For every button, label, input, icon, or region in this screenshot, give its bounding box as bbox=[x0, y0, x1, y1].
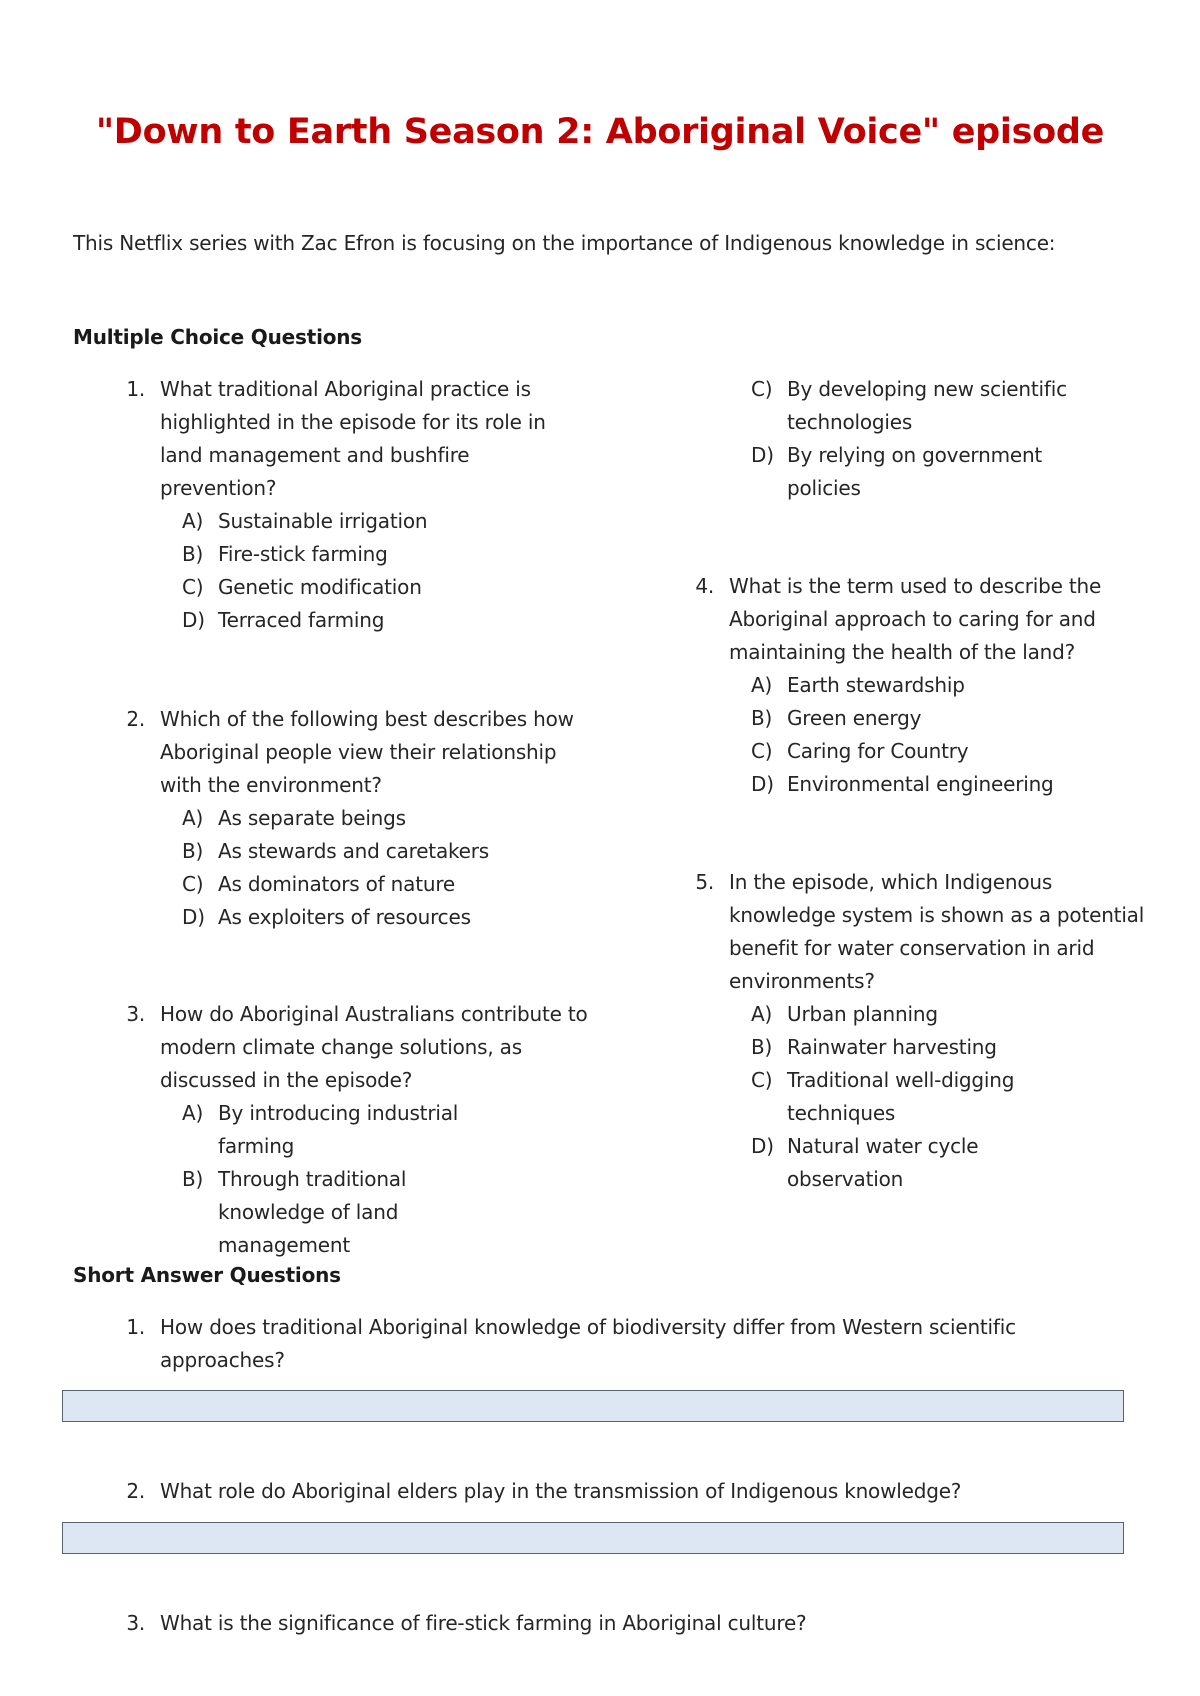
option-text: As separate beings bbox=[218, 806, 406, 830]
option-letter: D) bbox=[751, 1134, 774, 1158]
question-text: What is the term used to describe the Aboriginal approach to caring for and maintaining the health of the land? bbox=[729, 574, 1102, 664]
option-letter: B) bbox=[182, 839, 204, 863]
answer-box-1[interactable] bbox=[62, 1390, 1124, 1422]
option-text: Sustainable irrigation bbox=[218, 509, 428, 533]
mcq-question-2 bbox=[109, 703, 589, 934]
option-text: As dominators of nature bbox=[218, 872, 456, 896]
option-b bbox=[751, 702, 1138, 735]
option-a bbox=[751, 998, 1051, 1031]
option-letter: A) bbox=[182, 1101, 204, 1125]
saq-question-1 bbox=[73, 1311, 1113, 1377]
option-b bbox=[751, 1031, 1051, 1064]
question-text: How do Aboriginal Australians contribute to modern climate change solutions, as discussed in the episode? bbox=[160, 1002, 588, 1092]
option-a bbox=[751, 669, 1138, 702]
option-letter: B) bbox=[751, 706, 773, 730]
option-text: Through traditional knowledge of land management bbox=[218, 1167, 407, 1257]
question-number: 4. bbox=[695, 574, 714, 598]
question-number: 1. bbox=[126, 1315, 145, 1339]
answer-box-2[interactable] bbox=[62, 1522, 1124, 1554]
option-text: By introducing industrial farming bbox=[218, 1101, 459, 1158]
question-text: What is the significance of fire-stick farming in Aboriginal culture? bbox=[160, 1611, 807, 1635]
option-list bbox=[182, 802, 589, 934]
option-b bbox=[182, 1163, 502, 1262]
mcq-question-1 bbox=[109, 373, 589, 637]
option-list bbox=[182, 1097, 502, 1262]
option-letter: B) bbox=[182, 542, 204, 566]
option-letter: A) bbox=[751, 673, 773, 697]
option-c bbox=[182, 868, 589, 901]
option-c bbox=[751, 1064, 1051, 1130]
mcq-question-4 bbox=[678, 570, 1138, 801]
option-text: Earth stewardship bbox=[787, 673, 965, 697]
option-a bbox=[182, 1097, 502, 1163]
saq-question-2 bbox=[73, 1475, 1113, 1508]
option-letter: C) bbox=[751, 1068, 773, 1092]
option-letter: D) bbox=[751, 443, 774, 467]
option-text: By developing new scientific technologies bbox=[787, 377, 1067, 434]
question-text: How does traditional Aboriginal knowledge of biodiversity differ from Western scientific approaches? bbox=[160, 1315, 1016, 1372]
question-number: 3. bbox=[126, 1611, 145, 1635]
option-letter: C) bbox=[751, 377, 773, 401]
option-list bbox=[751, 998, 1051, 1196]
mcq-question-3 bbox=[109, 998, 589, 1262]
option-d bbox=[751, 768, 1138, 801]
question-text: In the episode, which Indigenous knowledge system is shown as a potential benefit for water conservation in arid environments? bbox=[729, 870, 1145, 993]
option-letter: A) bbox=[182, 509, 204, 533]
option-letter: C) bbox=[182, 872, 204, 896]
option-d bbox=[751, 439, 1098, 505]
question-number: 2. bbox=[126, 1479, 145, 1503]
option-a bbox=[182, 802, 589, 835]
option-text: Green energy bbox=[787, 706, 922, 730]
option-list bbox=[182, 505, 589, 637]
question-text: What traditional Aboriginal practice is highlighted in the episode for its role in land management and bushfire prevention? bbox=[160, 377, 546, 500]
option-text: Natural water cycle observation bbox=[787, 1134, 979, 1191]
option-letter: C) bbox=[751, 739, 773, 763]
option-c bbox=[182, 571, 589, 604]
option-text: Environmental engineering bbox=[787, 772, 1054, 796]
option-text: Rainwater harvesting bbox=[787, 1035, 997, 1059]
option-text: Genetic modification bbox=[218, 575, 422, 599]
question-text: Which of the following best describes how Aboriginal people view their relationship with the environment? bbox=[160, 707, 574, 797]
question-number: 5. bbox=[695, 870, 714, 894]
option-d bbox=[182, 901, 589, 934]
option-letter: B) bbox=[751, 1035, 773, 1059]
mcq-question-5 bbox=[678, 866, 1148, 1196]
question-number: 3. bbox=[126, 1002, 145, 1026]
option-c bbox=[751, 735, 1138, 768]
option-text: Caring for Country bbox=[787, 739, 969, 763]
option-letter: D) bbox=[182, 608, 205, 632]
option-letter: A) bbox=[182, 806, 204, 830]
option-text: As exploiters of resources bbox=[218, 905, 471, 929]
option-text: Terraced farming bbox=[218, 608, 385, 632]
mcq-question-3-continued bbox=[678, 373, 1098, 505]
option-a bbox=[182, 505, 589, 538]
option-list bbox=[751, 373, 1098, 505]
option-letter: A) bbox=[751, 1002, 773, 1026]
option-letter: C) bbox=[182, 575, 204, 599]
mcq-heading: Multiple Choice Questions bbox=[73, 325, 363, 349]
option-text: Traditional well-digging techniques bbox=[787, 1068, 1015, 1125]
option-text: As stewards and caretakers bbox=[218, 839, 490, 863]
option-b bbox=[182, 835, 589, 868]
option-text: Urban planning bbox=[787, 1002, 938, 1026]
saq-question-3 bbox=[73, 1607, 1113, 1640]
option-c bbox=[751, 373, 1098, 439]
option-text: By relying on government policies bbox=[787, 443, 1043, 500]
option-d bbox=[182, 604, 589, 637]
option-b bbox=[182, 538, 589, 571]
saq-heading: Short Answer Questions bbox=[73, 1263, 341, 1287]
intro-text: This Netflix series with Zac Efron is focusing on the importance of Indigenous knowledge in science: bbox=[73, 231, 1056, 255]
option-list bbox=[751, 669, 1138, 801]
question-number: 1. bbox=[126, 377, 145, 401]
option-letter: D) bbox=[182, 905, 205, 929]
option-d bbox=[751, 1130, 1051, 1196]
page-title: "Down to Earth Season 2: Aboriginal Voice" episode bbox=[95, 112, 1105, 152]
option-letter: D) bbox=[751, 772, 774, 796]
question-text: What role do Aboriginal elders play in the transmission of Indigenous knowledge? bbox=[160, 1479, 962, 1503]
question-number: 2. bbox=[126, 707, 145, 731]
option-text: Fire-stick farming bbox=[218, 542, 388, 566]
option-letter: B) bbox=[182, 1167, 204, 1191]
